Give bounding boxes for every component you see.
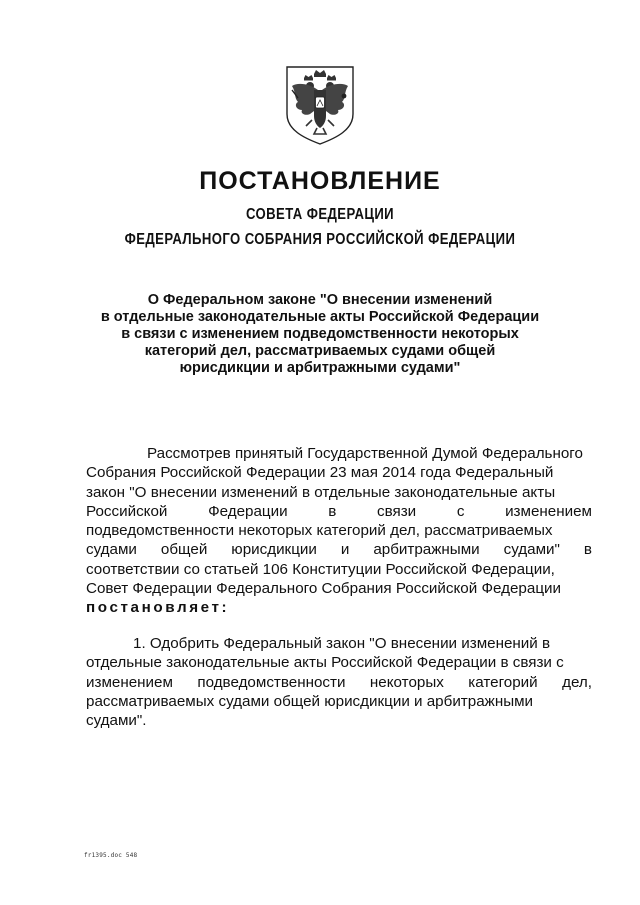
clause-line: судами". [86, 712, 147, 730]
word: в [583, 541, 592, 559]
word: юрисдикции [231, 541, 317, 559]
preamble-line [86, 502, 592, 521]
word: арбитражными [373, 541, 480, 559]
coat-of-arms-emblem [284, 64, 356, 146]
preamble-line: Рассмотрев принятый Государственной Думой Федерального [147, 445, 583, 462]
preamble-line: Собрания Российской Федерации 23 мая 2014 года Федеральный [86, 464, 554, 482]
law-title-line: категорий дел, рассматриваемых судами общей [144, 343, 496, 359]
word: дел, [562, 673, 592, 691]
law-title-line: О Федеральном законе "О внесении изменений [147, 292, 493, 308]
word: категорий [468, 673, 538, 691]
clause-line: рассматриваемых судами общей юрисдикции и арбитражными [86, 692, 534, 710]
law-title-line: юрисдикции и арбитражными судами" [179, 360, 461, 376]
issuer-line-1: СОВЕТА ФЕДЕРАЦИИ [245, 206, 395, 223]
word: судами" [503, 541, 560, 559]
document-title: ПОСТАНОВЛЕНИЕ [199, 167, 441, 195]
law-title [0, 292, 640, 377]
coat-of-arms-of-russia-icon [284, 64, 356, 146]
resolves-verb: постановляет: [86, 599, 230, 617]
word: и [340, 541, 350, 559]
word: подведомственности [197, 673, 346, 691]
word: связи [376, 502, 417, 520]
preamble-line: соответствии со статьей 106 Конституции Российской Федерации, [86, 560, 555, 578]
preamble-paragraph [86, 444, 592, 618]
word: с [456, 502, 465, 520]
word: судами [86, 541, 137, 559]
word: изменением [505, 502, 592, 520]
preamble-line: Совет Федерации Федерального Собрания Российской Федерации [86, 580, 561, 598]
word: некоторых [369, 673, 444, 691]
word: общей [160, 541, 208, 559]
preamble-line [86, 598, 592, 617]
word: Российской [86, 502, 168, 520]
file-reference-code: fr1395.doc 548 [84, 852, 138, 859]
clause-1-paragraph [86, 634, 592, 730]
word: изменением [86, 673, 173, 691]
law-title-line: в отдельные законодательные акты Российской Федерации [100, 309, 540, 325]
word: в [328, 502, 337, 520]
word: Федерации [208, 502, 288, 520]
preamble-line: закон "О внесении изменений в отдельные законодательные акты [86, 483, 556, 501]
clause-line [86, 673, 592, 692]
law-title-line: в связи с изменением подведомственности некоторых [121, 326, 519, 342]
preamble-line: подведомственности некоторых категорий дел, рассматриваемых [86, 522, 553, 540]
preamble-line [86, 540, 592, 559]
issuer-line-2: ФЕДЕРАЛЬНОГО СОБРАНИЯ РОССИЙСКОЙ ФЕДЕРАЦИИ [124, 231, 516, 248]
clause-line: отдельные законодательные акты Российской Федерации в связи с [86, 654, 564, 672]
clause-line: 1. Одобрить Федеральный закон "О внесении изменений в [133, 635, 551, 652]
